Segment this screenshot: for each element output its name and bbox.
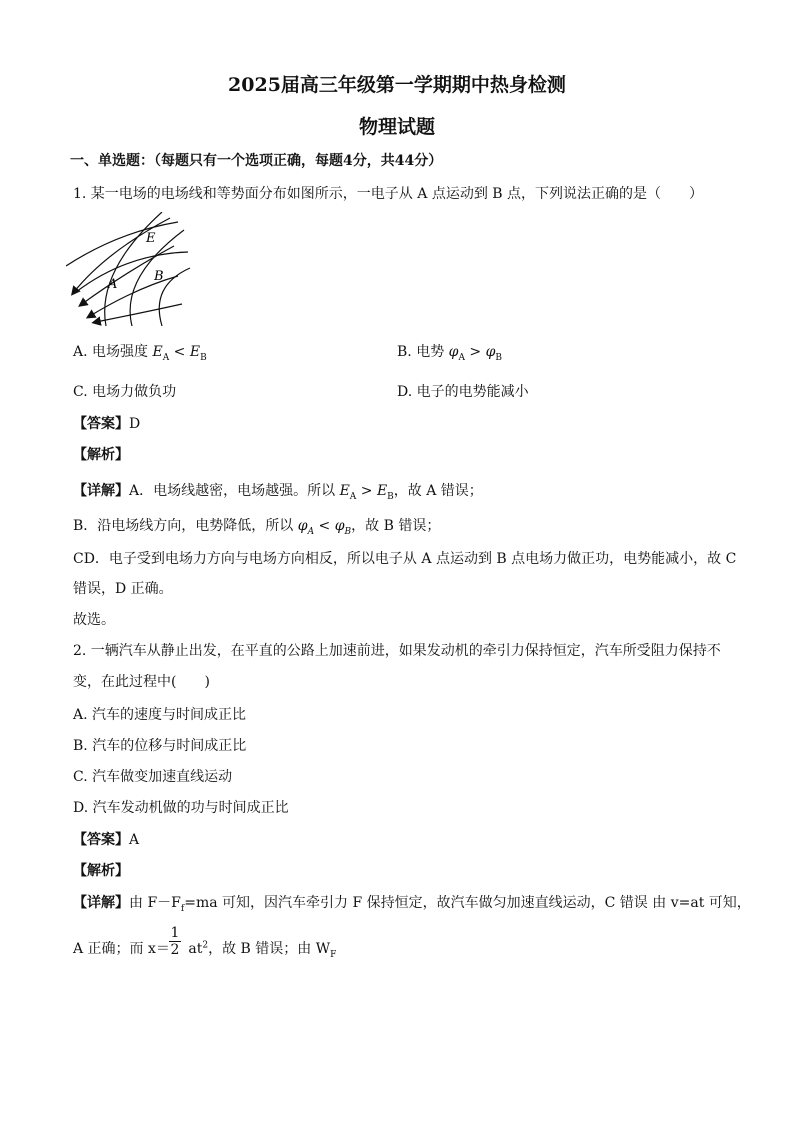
label-a: A — [108, 277, 118, 292]
q1-option-a — [73, 341, 207, 363]
q2-answer — [73, 829, 139, 849]
detail-tag: 【详解】 — [73, 895, 129, 911]
detail-text: ，故 A 错误； — [393, 483, 483, 499]
page-subtitle: 物理试题 — [358, 116, 435, 138]
sub-b: B — [344, 526, 352, 537]
field-lines — [74, 218, 182, 322]
sub-b: B — [387, 491, 394, 502]
q2-option-c: C. 汽车做变加速直线运动 — [73, 769, 233, 785]
detail-text: A 正确；而 x＝ — [73, 941, 170, 957]
q2-option-d: D. 汽车发动机做的功与时间成正比 — [73, 800, 289, 816]
detail-text: B．沿电场线方向，电势降低，所以 — [73, 518, 298, 534]
page-title: 2025届高三年级第一学期期中热身检测 — [228, 74, 566, 96]
label-b: B — [154, 269, 164, 284]
q1-option-d: D. 电子的电势能减小 — [397, 384, 529, 400]
symbol-phi: φ — [297, 518, 308, 534]
q1-detail-5: 故选。 — [73, 612, 115, 628]
sub-a: A — [349, 491, 357, 502]
sub-b: B — [495, 352, 503, 363]
label-e: E — [146, 231, 156, 246]
sub-f: f — [180, 903, 185, 914]
q2-detail-2 — [73, 938, 336, 960]
q2-stem-line-2: 变，在此过程中( ) — [73, 674, 210, 690]
symbol-phi: φ — [334, 518, 345, 534]
fraction-numerator: 1 — [170, 925, 180, 941]
q1-detail-2 — [73, 515, 440, 537]
symbol-phi: φ — [485, 344, 496, 360]
answer-value: A — [129, 832, 140, 848]
answer-tag: 【答案】 — [73, 832, 129, 848]
sub-a: A — [162, 352, 170, 363]
q1-answer — [73, 413, 140, 433]
sub-b: B — [200, 352, 207, 363]
symbol-e: E — [376, 483, 388, 499]
q1-detail-1 — [73, 480, 483, 502]
detail-tag: 【详解】 — [73, 483, 129, 499]
q1-detail-3: CD．电子受到电场力方向与电场方向相反，所以电子从 A 点运动到 B 点电场力做正功，电势能减小，故 C — [73, 551, 737, 567]
answer-tag: 【答案】 — [73, 416, 129, 432]
sub-a: A — [307, 526, 315, 537]
symbol-e: E — [152, 344, 163, 360]
gt-sign: > — [464, 344, 486, 360]
q1-option-a-prefix: A. 电场强度 — [73, 344, 153, 360]
q2-option-a: A. 汽车的速度与时间成正比 — [73, 707, 247, 723]
sub-a: A — [458, 352, 465, 363]
detail-text: at — [183, 941, 203, 957]
sub-f: F — [330, 949, 337, 960]
symbol-e: E — [339, 483, 350, 499]
detail-text: 由 F－F — [129, 895, 181, 911]
section-heading: 一、单选题：（每题只有一个选项正确，每题4分，共44分） — [70, 153, 443, 169]
q2-option-b: B. 汽车的位移与时间成正比 — [73, 738, 247, 754]
detail-text: A．电场线越密，电场越强。所以 — [129, 483, 340, 499]
detail-text: =ma 可知，因汽车牵引力 F 保持恒定，故汽车做匀加速直线运动，C 错误 由 v=at 可知， — [184, 895, 751, 911]
detail-text: ，故 B 错误； — [351, 518, 441, 534]
q1-detail-4: 错误，D 正确。 — [73, 581, 173, 597]
fraction-half — [169, 925, 181, 958]
q1-stem: 1. 某一电场的电场线和等势面分布如图所示，一电子从 A 点运动到 B 点，下列说法正确的是（ ） — [73, 186, 704, 202]
detail-text: ，故 B 错误；由 W — [208, 941, 331, 957]
q2-stem-line-1: 2. 一辆汽车从静止出发，在平直的公路上加速前进，如果发动机的牵引力保持恒定，汽车所受阻力保持不 — [73, 643, 721, 659]
sup-2: 2 — [202, 940, 209, 951]
q2-detail-1 — [73, 892, 751, 914]
answer-value: D — [129, 416, 141, 432]
field-lines-figure — [66, 212, 192, 330]
q1-analysis-tag: 【解析】 — [73, 447, 129, 463]
q1-option-b — [397, 341, 502, 363]
q1-option-b-prefix: B. 电势 — [397, 344, 449, 360]
lt-sign: < — [169, 344, 190, 360]
fraction-denominator: 2 — [170, 942, 180, 958]
symbol-e: E — [189, 344, 201, 360]
gt-sign: > — [356, 483, 377, 499]
equipotential-lines — [66, 212, 190, 326]
symbol-phi: φ — [448, 344, 459, 360]
q2-analysis-tag: 【解析】 — [73, 863, 129, 879]
q1-option-c: C. 电场力做负功 — [73, 384, 177, 400]
lt-sign: < — [314, 518, 335, 534]
